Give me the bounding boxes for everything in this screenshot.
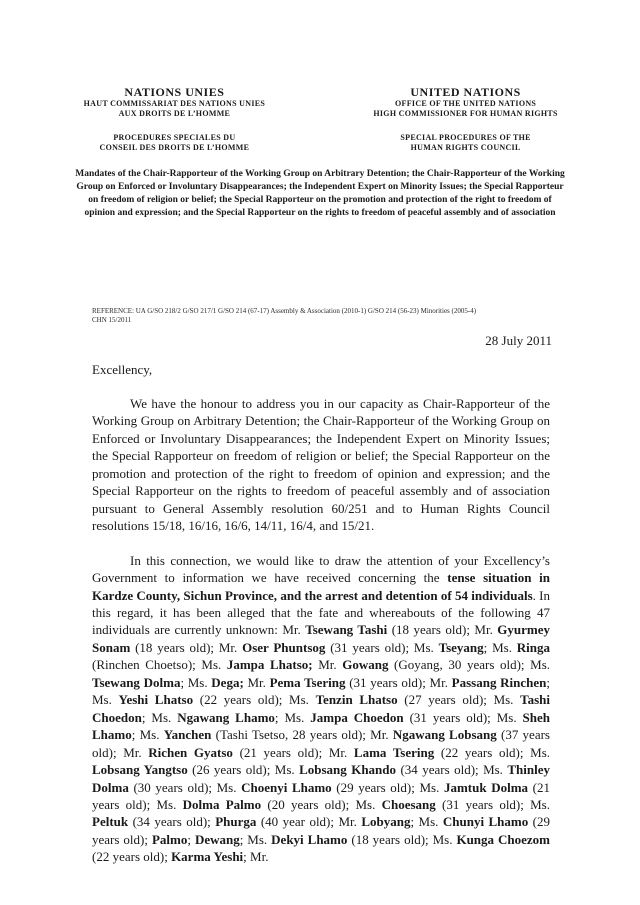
paragraph-allegations: In this connection, we would like to draw the attention of your Excellency’s Government to information we have received concerning the tense situation in Kardze County, Sichun Province, and the arrest and detention of 54 individuals. In this regard, it has been alleged that the fate and whereabouts of the following 47 individuals are currently unknown: Mr. Tsewang Tashi (18 years old); Mr. Gyurmey Sonam (18 years old); Mr. Oser Phuntsog (31 years old); Ms. Tseyang; Ms. Ringa (Rinchen Choetso); Ms. Jampa Lhatso; Mr. Gowang (Goyang, 30 years old); Ms. Tsewang Dolma; Ms. Dega; Mr. Pema Tsering (31 years old); Mr. Passang Rinchen; Ms. Yeshi Lhatso (22 years old); Ms. Tenzin Lhatso (27 years old); Ms. Tashi Choedon; Ms. Ngawang Lhamo; Ms. Jampa Choedon (31 years old); Ms. Sheh Lhamo; Ms. Yanchen (Tashi Tsetso, 28 years old); Mr. Ngawang Lobsang (37 years old); Mr. Richen Gyatso (21 years old); Mr. Lama Tsering (22 years old); Ms. Lobsang Yangtso (26 years old); Ms. Lobsang Khando (34 years old); Ms. Thinley Dolma (30 years old); Ms. Choenyi Lhamo (29 years old); Ms. Jamtuk Dolma (21 years old); Ms. Dolma Palmo (20 years old); Ms. Choesang (31 years old); Ms. Peltuk (34 years old); Phurga (40 year old); Mr. Lobyang; Ms. Chunyi Lhamo (29 years old); Palmo; Dewang; Ms. Dekyi Lhamo (18 years old); Ms. Kunga Choezom (22 years old); Karma Yeshi; Mr. xyxy=(92,552,551,865)
org-title-fr: NATIONS UNIES xyxy=(124,85,225,99)
org-subtitle-fr-line1: HAUT COMMISSARIAT DES NATIONS UNIES xyxy=(83,99,266,108)
reference-line2: CHN 15/2011 xyxy=(92,316,132,324)
paragraph-capacity: We have the honour to address you in our capacity as Chair-Rapporteur of the Working Group on Arbitrary Detention; the Chair-Rapporteur of the Working Group on Enforced or Involuntary Disappearances; the Independent Expert on Minority Issues; the Special Rapporteur on freedom of religion or belief; the Special Rapporteur on the promotion and protection of the right to freedom of opinion and expression; and the Special Rapporteur on the rights to freedom of peaceful assembly and of association pursuant to General Assembly resolution 60/251 and to Human Rights Council resolutions 15/18, 16/16, 16/6, 14/11, 16/4, and 15/21. xyxy=(92,396,550,534)
salutation: Excellency, xyxy=(92,362,153,377)
org-subtitle-fr-line2: AUX DROITS DE L’HOMME xyxy=(118,109,231,118)
org-section-fr-line1: PROCEDURES SPECIALES DU xyxy=(113,133,236,142)
letterhead-french xyxy=(60,85,289,153)
letterhead-english xyxy=(351,85,580,153)
org-section-en-line2: HUMAN RIGHTS COUNCIL xyxy=(410,143,521,152)
org-subtitle-en-line2: HIGH COMMISSIONER FOR HUMAN RIGHTS xyxy=(373,109,558,118)
mandates-statement: Mandates of the Chair-Rapporteur of the Working Group on Arbitrary Detention; the Chair-Rapporteur of the Working Group on Enforced or Involuntary Disappearances; the Independent Expert on Minority Issues; the Special Rapporteur on freedom of religion or belief; the Special Rapporteur on the promotion and protection of the right to freedom of opinion and expression; and the Special Rapporteur on the rights to freedom of peaceful assembly and of association xyxy=(75,169,565,218)
letter-body xyxy=(92,362,550,866)
letterhead xyxy=(0,85,640,153)
org-subtitle-en-line1: OFFICE OF THE UNITED NATIONS xyxy=(395,99,537,108)
org-title-en: UNITED NATIONS xyxy=(410,85,521,99)
org-section-fr-line2: CONSEIL DES DROITS DE L’HOMME xyxy=(99,143,250,152)
document-date: 28 July 2011 xyxy=(485,333,552,348)
reference-block xyxy=(92,307,532,325)
org-section-en-line1: SPECIAL PROCEDURES OF THE xyxy=(400,133,531,142)
reference-line1: REFERENCE: UA G/SO 218/2 G/SO 217/1 G/SO 214 (67-17) Assembly & Association (2010-1) G/SO 214 (56-23) Minorities (2005-4) xyxy=(92,307,477,315)
